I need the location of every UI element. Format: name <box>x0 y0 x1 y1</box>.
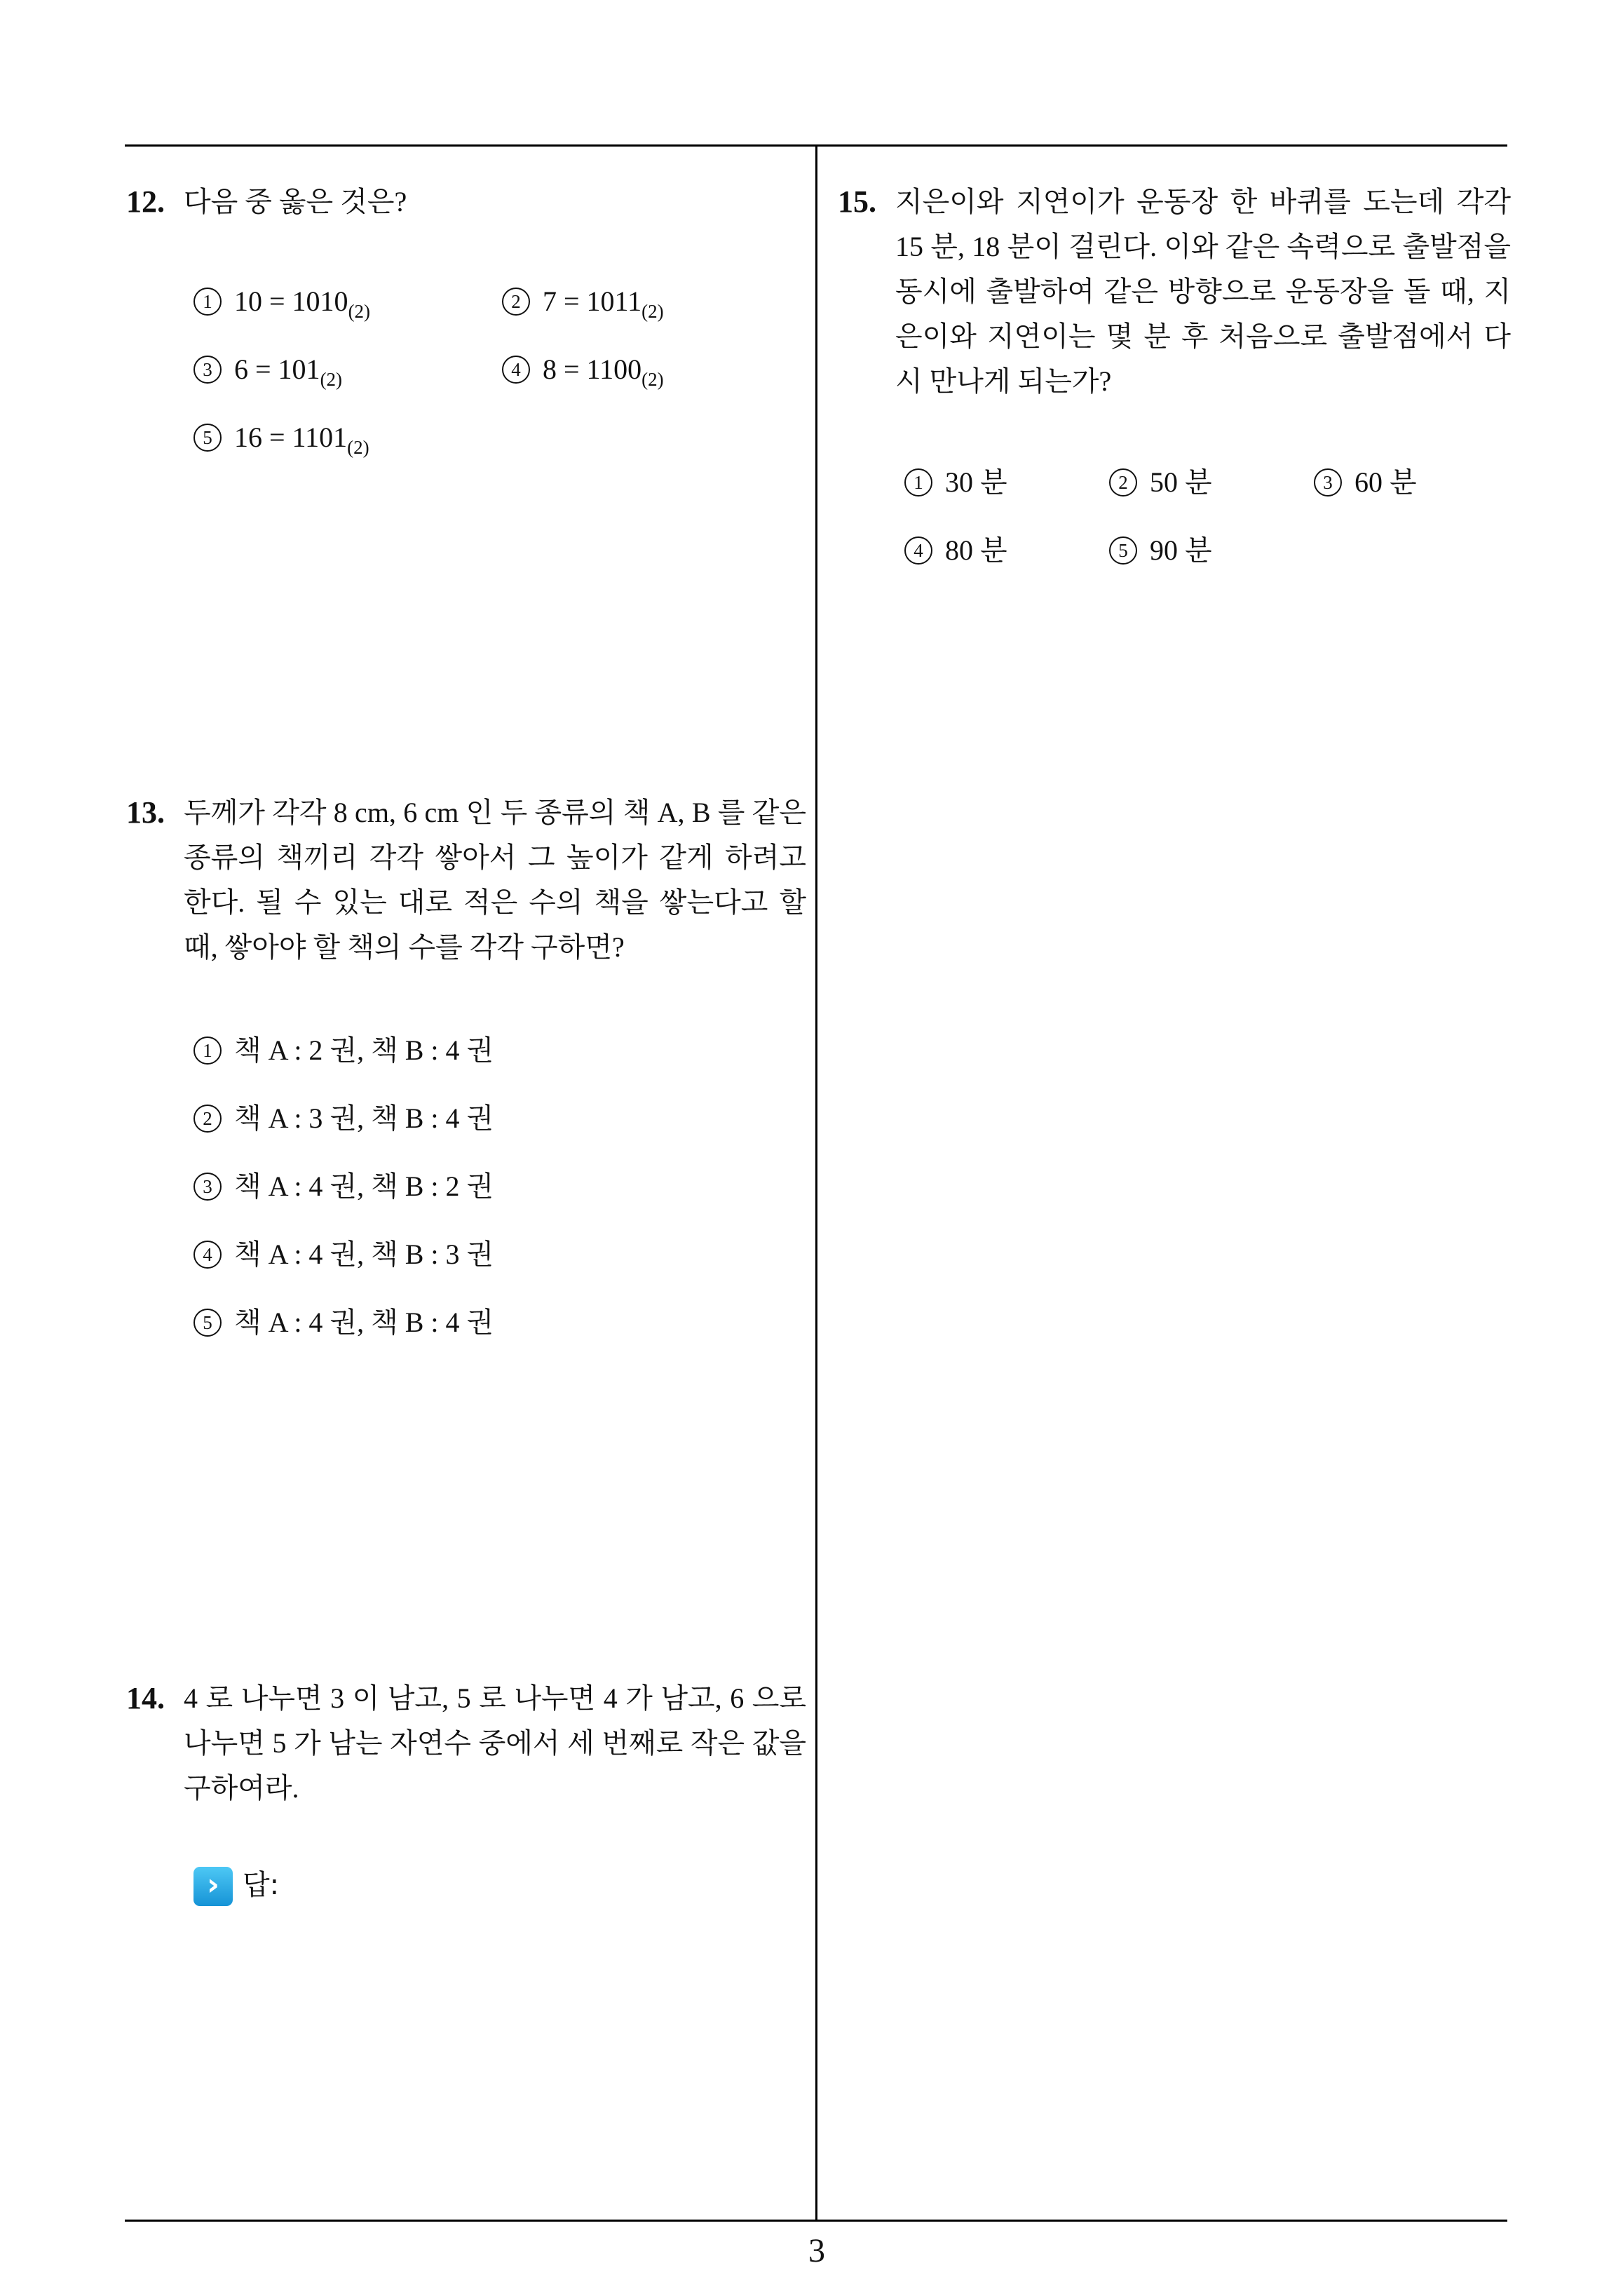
choice-text: 16 = 1101 <box>234 421 348 453</box>
choice-text: 책 A : 4 권, 책 B : 4 권 <box>234 1306 494 1338</box>
choice-2[interactable] <box>193 1102 494 1135</box>
question-15 <box>838 180 1511 404</box>
choice-mark: 3 <box>193 1173 222 1201</box>
choice-3[interactable] <box>1314 466 1417 499</box>
choice-mark: 2 <box>502 288 530 316</box>
choice-mark: 1 <box>904 468 932 497</box>
choice-text: 10 = 1010 <box>234 285 348 317</box>
choice-text: 6 = 101 <box>234 353 320 385</box>
choice-1[interactable] <box>193 1034 494 1067</box>
choice-mark: 3 <box>193 356 222 384</box>
question-number: 15. <box>838 184 876 219</box>
choice-3[interactable] <box>193 1170 494 1203</box>
choice-mark: 2 <box>193 1105 222 1133</box>
choice-text: 90 분 <box>1150 534 1212 566</box>
question-number: 14. <box>126 1681 165 1715</box>
question-prompt: 4 로 나누면 3 이 남고, 5 로 나누면 4 가 남고, 6 으로 나누면 5 가 남는 자연수 중에서 세 번째로 작은 값을 구하여라. <box>184 1682 806 1804</box>
choice-mark: 4 <box>904 536 932 565</box>
choice-5[interactable] <box>1109 534 1212 567</box>
choice-subscript: (2) <box>348 301 371 322</box>
choice-4[interactable] <box>193 1238 494 1271</box>
page-number: 3 <box>808 2232 825 2269</box>
choice-mark: 5 <box>193 424 222 452</box>
choice-text: 책 A : 3 권, 책 B : 4 권 <box>234 1102 494 1134</box>
choice-1[interactable] <box>904 466 1007 499</box>
choice-3[interactable] <box>193 353 342 396</box>
question-12 <box>126 180 806 224</box>
choice-5[interactable] <box>193 421 369 464</box>
choice-2[interactable] <box>1109 466 1212 499</box>
choice-mark: 4 <box>502 356 530 384</box>
choice-text: 책 A : 2 권, 책 B : 4 권 <box>234 1034 494 1066</box>
choice-text: 60 분 <box>1354 466 1417 498</box>
answer-label[interactable]: 답: <box>243 1869 280 1901</box>
choice-text: 80 분 <box>945 534 1007 566</box>
choice-text: 50 분 <box>1150 466 1212 498</box>
question-number: 13. <box>126 795 165 830</box>
choice-mark: 3 <box>1314 468 1342 497</box>
chevron-right-icon: › <box>193 1867 233 1906</box>
choice-2[interactable] <box>502 285 664 328</box>
question-13 <box>126 790 806 970</box>
choice-mark: 5 <box>193 1309 222 1337</box>
choice-mark: 2 <box>1109 468 1137 497</box>
choice-4[interactable] <box>502 353 664 396</box>
choice-4[interactable] <box>904 534 1007 567</box>
choice-mark: 5 <box>1109 536 1137 565</box>
choice-subscript: (2) <box>641 369 664 390</box>
choice-mark: 4 <box>193 1241 222 1269</box>
bottom-rule <box>125 2220 1507 2222</box>
question-prompt: 두께가 각각 8 cm, 6 cm 인 두 종류의 책 A, B 를 같은 종류의 책끼리 각각 쌓아서 그 높이가 같게 하려고 한다. 될 수 있는 대로 적은 수의 책을 쌓는다고 할 때, 쌓아야 할 책의 수를 각각 구하면? <box>184 797 806 963</box>
question-number: 12. <box>126 184 165 219</box>
choice-text: 30 분 <box>945 466 1007 498</box>
choice-text: 8 = 1100 <box>543 353 642 385</box>
choice-mark: 1 <box>193 1036 222 1065</box>
choice-mark: 1 <box>193 288 222 316</box>
choice-subscript: (2) <box>347 437 369 458</box>
question-prompt: 다음 중 옳은 것은? <box>184 186 407 217</box>
choice-5[interactable] <box>193 1306 494 1339</box>
choice-text: 책 A : 4 권, 책 B : 2 권 <box>234 1170 494 1202</box>
choice-text: 책 A : 4 권, 책 B : 3 권 <box>234 1238 494 1270</box>
question-prompt: 지은이와 지연이가 운동장 한 바퀴를 도는데 각각 15 분, 18 분이 걸린다. 이와 같은 속력으로 출발점을 동시에 출발하여 같은 방향으로 운동장을 돌 때, 지은이와 지연이는 몇 분 후 처음으로 출발점에서 다시 만나게 되는가? <box>895 186 1511 397</box>
question-14 <box>126 1676 806 1811</box>
choice-text: 7 = 1011 <box>543 285 642 317</box>
choice-subscript: (2) <box>641 301 664 322</box>
choice-subscript: (2) <box>320 369 343 390</box>
column-divider <box>815 144 817 2222</box>
choice-1[interactable] <box>193 285 370 328</box>
